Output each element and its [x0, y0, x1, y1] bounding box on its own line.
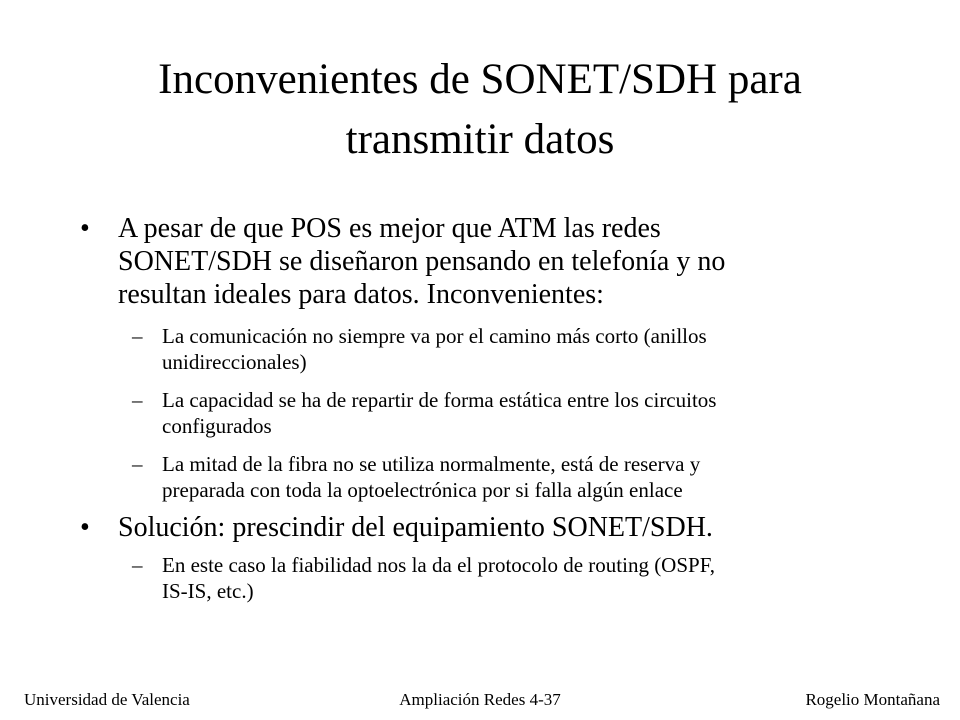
sub-bullet-marker: –: [132, 388, 143, 412]
bullet-text-line: Solución: prescindir del equipamiento SONET/SDH.: [118, 512, 713, 543]
bullet-marker: •: [80, 512, 90, 543]
bullet-item: [80, 212, 900, 311]
sub-bullet-item: [80, 552, 900, 604]
sub-bullet-text-line: IS-IS, etc.): [162, 579, 254, 603]
sub-bullet-marker: –: [132, 452, 143, 476]
footer-course-page: Ampliación Redes 4-37: [399, 690, 561, 709]
sub-bullet-text-line: unidireccionales): [162, 350, 307, 374]
footer-author: Rogelio Montañana: [805, 690, 940, 709]
bullet-text-line: SONET/SDH se diseñaron pensando en telefonía y no: [118, 246, 726, 277]
sub-bullet-text-line: En este caso la fiabilidad nos la da el protocolo de routing (OSPF,: [162, 553, 715, 577]
bullet-item: [80, 511, 900, 544]
title-line: transmitir datos: [345, 116, 615, 163]
sub-bullet-text-line: La capacidad se ha de repartir de forma estática entre los circuitos: [162, 388, 717, 412]
bullet-marker: •: [80, 213, 90, 244]
sub-bullet-text-line: configurados: [162, 414, 272, 438]
sub-bullet-text-line: preparada con toda la optoelectrónica por si falla algún enlace: [162, 478, 683, 502]
sub-bullet-text-line: La comunicación no siempre va por el camino más corto (anillos: [162, 324, 707, 348]
sub-bullet-item: [80, 323, 900, 375]
sub-bullet-item: [80, 451, 900, 503]
slide-title: [60, 50, 900, 170]
footer-institution: Universidad de Valencia: [24, 690, 190, 709]
sub-bullet-text-line: La mitad de la fibra no se utiliza normalmente, está de reserva y: [162, 452, 701, 476]
bullet-text-line: A pesar de que POS es mejor que ATM las redes: [118, 213, 661, 244]
bullet-text-line: resultan ideales para datos. Inconvenientes:: [118, 279, 604, 310]
slide-content: [80, 212, 900, 604]
sub-bullet-item: [80, 387, 900, 439]
sub-bullet-marker: –: [132, 553, 143, 577]
title-line: Inconvenientes de SONET/SDH para: [158, 56, 802, 103]
sub-bullet-marker: –: [132, 324, 143, 348]
